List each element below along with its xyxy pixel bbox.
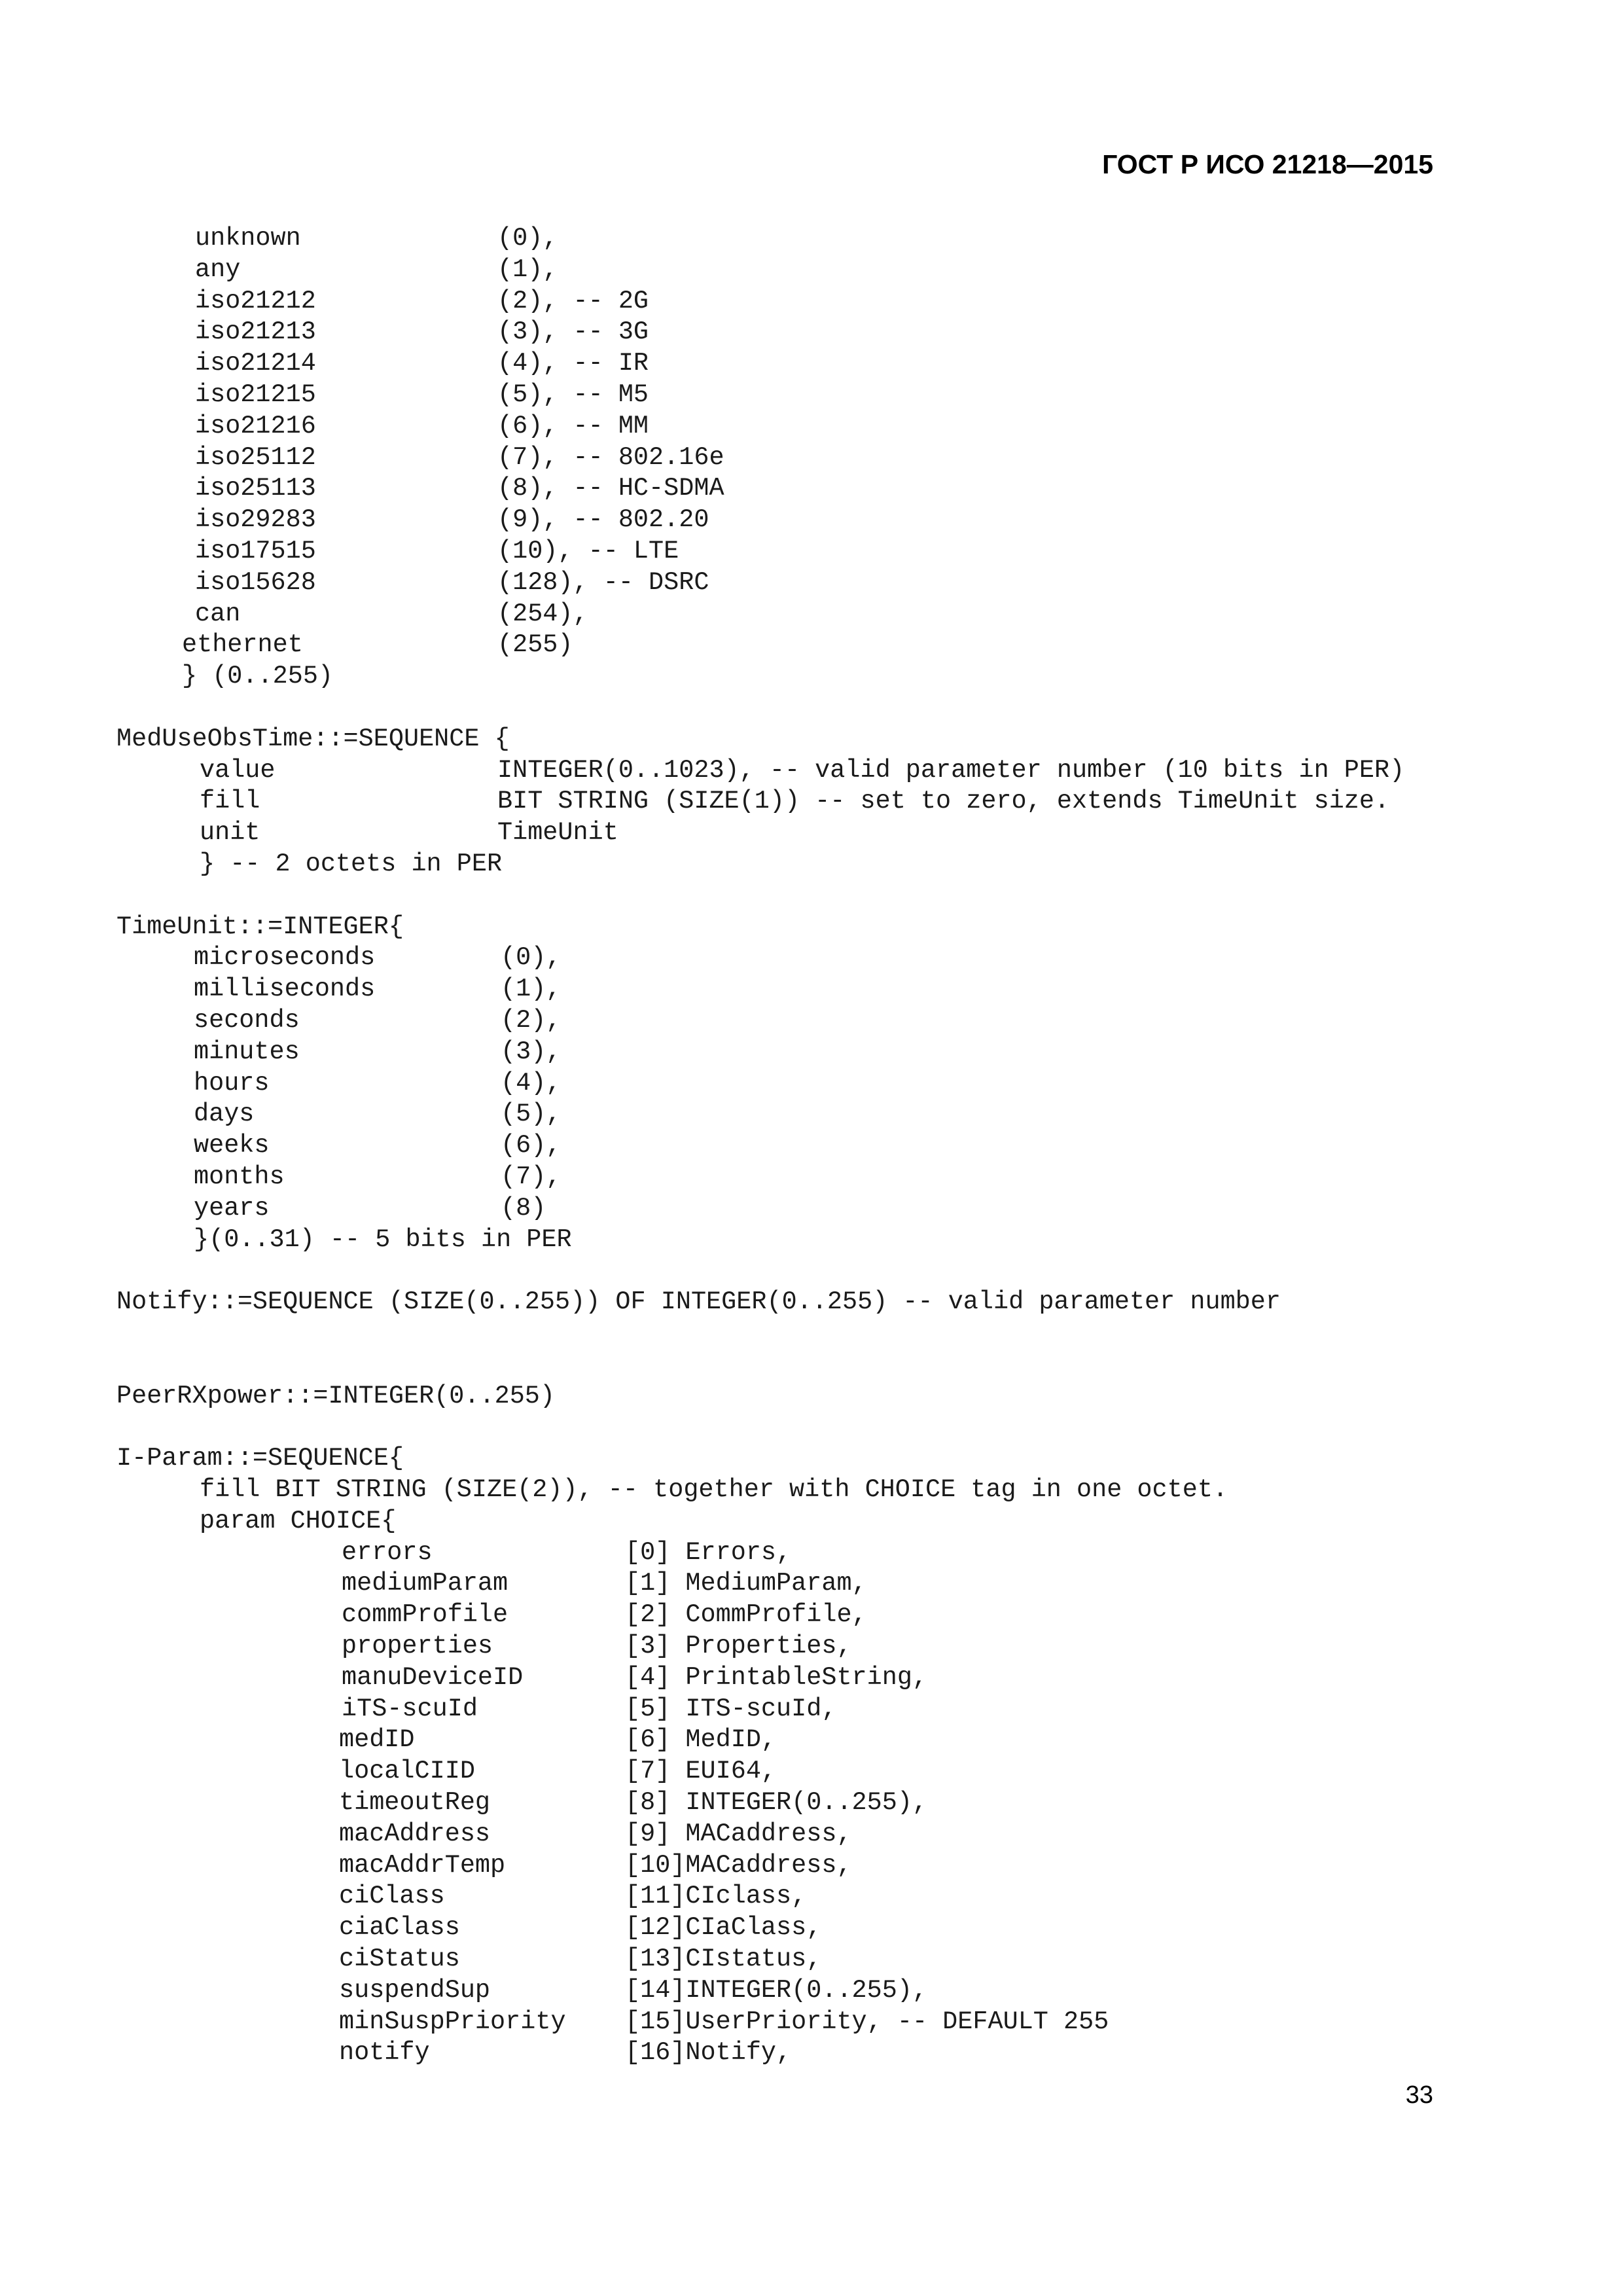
code-identifier: timeoutReg	[339, 1788, 491, 1817]
code-identifier: macAddress	[339, 1819, 491, 1848]
code-identifier: unit	[200, 818, 260, 848]
code-identifier: iso21214	[195, 349, 316, 378]
code-value: (8), -- HC-SDMA	[497, 474, 724, 503]
code-identifier: } -- 2 octets in PER	[200, 850, 503, 878]
code-value: [11]CIclass,	[625, 1882, 807, 1911]
code-identifier: MedUseObsTime::=SEQUENCE {	[116, 724, 510, 753]
code-value: [15]UserPriority, -- DEFAULT 255	[625, 2007, 1109, 2036]
code-identifier: months	[194, 1162, 285, 1191]
code-identifier: ethernet	[182, 630, 303, 660]
code-value: [1] MediumParam,	[625, 1569, 867, 1598]
code-value: (1),	[501, 975, 562, 1004]
code-identifier: microseconds	[194, 943, 376, 973]
code-value: [13]CIstatus,	[625, 1945, 822, 1973]
code-identifier: macAddrTemp	[339, 1850, 506, 1880]
code-identifier: }(0..31) -- 5 bits in PER	[194, 1225, 572, 1254]
code-identifier: weeks	[194, 1131, 270, 1160]
code-value: (7), -- 802.16e	[497, 442, 724, 472]
code-value: (2), -- 2G	[497, 286, 649, 315]
code-identifier: ciClass	[339, 1882, 445, 1911]
code-value: [16]Notify,	[625, 2038, 792, 2068]
code-value: [9] MACaddress,	[625, 1819, 852, 1848]
code-value: (4), -- IR	[497, 349, 649, 378]
code-value: (2),	[501, 1006, 562, 1035]
code-identifier: commProfile	[342, 1600, 508, 1630]
code-value: (10), -- LTE	[497, 537, 679, 565]
code-value: [8] INTEGER(0..255),	[625, 1788, 928, 1817]
code-identifier: param CHOICE{	[200, 1506, 397, 1535]
document-header: ГОСТ Р ИСО 21218—2015	[1102, 149, 1433, 179]
code-value: (7),	[501, 1162, 562, 1191]
code-value: [2] CommProfile,	[625, 1600, 867, 1630]
code-identifier: notify	[339, 2038, 430, 2068]
code-identifier: PeerRXpower::=INTEGER(0..255)	[116, 1381, 556, 1410]
code-identifier: can	[195, 599, 241, 628]
code-identifier: iso15628	[195, 567, 316, 597]
page-number: 33	[1405, 2081, 1433, 2109]
code-identifier: fill BIT STRING (SIZE(2)), -- together with CHOICE tag in one octet.	[200, 1475, 1228, 1504]
code-identifier: errors	[342, 1537, 433, 1567]
code-identifier: years	[194, 1193, 270, 1223]
code-identifier: unknown	[195, 224, 301, 253]
code-value: [14]INTEGER(0..255),	[625, 1975, 928, 2005]
code-value: (5), -- M5	[497, 380, 649, 409]
code-identifier: I-Param::=SEQUENCE{	[116, 1444, 404, 1473]
code-identifier: iso17515	[195, 537, 316, 565]
code-identifier: seconds	[194, 1006, 300, 1035]
code-identifier: ciaClass	[339, 1913, 460, 1943]
code-value: [3] Properties,	[625, 1632, 852, 1660]
code-identifier: iso21212	[195, 286, 316, 315]
code-identifier: properties	[342, 1632, 493, 1660]
code-value: [4] PrintableString,	[625, 1662, 928, 1692]
code-value: (254),	[497, 599, 588, 628]
code-identifier: minSuspPriority	[339, 2007, 566, 2036]
code-identifier: iso21216	[195, 411, 316, 440]
code-identifier: } (0..255)	[182, 662, 334, 691]
code-value: (0),	[501, 943, 562, 973]
code-value: (8)	[501, 1193, 546, 1223]
code-value: [5] ITS-scuId,	[625, 1694, 837, 1723]
code-value: (6), -- MM	[497, 411, 649, 440]
code-value: [0] Errors,	[625, 1537, 792, 1567]
code-identifier: days	[194, 1100, 255, 1129]
code-identifier: milliseconds	[194, 975, 376, 1004]
code-identifier: iso25113	[195, 474, 316, 503]
code-value: (1),	[497, 255, 558, 284]
code-value: [6] MedID,	[625, 1725, 777, 1755]
code-identifier: minutes	[194, 1037, 300, 1066]
code-value: (9), -- 802.20	[497, 505, 709, 535]
code-value: INTEGER(0..1023), -- valid parameter number (10 bits in PER)	[497, 755, 1405, 785]
code-value: [10]MACaddress,	[625, 1850, 852, 1880]
code-identifier: suspendSup	[339, 1975, 491, 2005]
code-identifier: value	[200, 755, 276, 785]
code-identifier: medID	[339, 1725, 415, 1755]
code-value: [12]CIaClass,	[625, 1913, 822, 1943]
code-identifier: ciStatus	[339, 1945, 460, 1973]
code-identifier: iso21215	[195, 380, 316, 409]
code-identifier: iso21213	[195, 317, 316, 347]
code-value: [7] EUI64,	[625, 1757, 777, 1786]
code-identifier: localCIID	[339, 1757, 475, 1786]
code-value: (6),	[501, 1131, 562, 1160]
code-value: (255)	[497, 630, 573, 660]
code-identifier: iTS-scuId	[342, 1694, 478, 1723]
code-identifier: mediumParam	[342, 1569, 508, 1598]
code-identifier: iso25112	[195, 442, 316, 472]
code-identifier: hours	[194, 1068, 270, 1098]
code-value: (3), -- 3G	[497, 317, 649, 347]
code-value: (128), -- DSRC	[497, 567, 709, 597]
code-value: (5),	[501, 1100, 562, 1129]
code-value: (4),	[501, 1068, 562, 1098]
code-identifier: any	[195, 255, 241, 284]
code-value: (0),	[497, 224, 558, 253]
code-value: BIT STRING (SIZE(1)) -- set to zero, extends TimeUnit size.	[497, 787, 1390, 816]
code-identifier: manuDeviceID	[342, 1662, 524, 1692]
code-identifier: Notify::=SEQUENCE (SIZE(0..255)) OF INTEGER(0..255) -- valid parameter number	[116, 1287, 1281, 1317]
code-identifier: iso29283	[195, 505, 316, 535]
code-value: (3),	[501, 1037, 562, 1066]
code-value: TimeUnit	[497, 818, 618, 848]
code-identifier: TimeUnit::=INTEGER{	[116, 912, 404, 941]
code-identifier: fill	[200, 787, 260, 816]
